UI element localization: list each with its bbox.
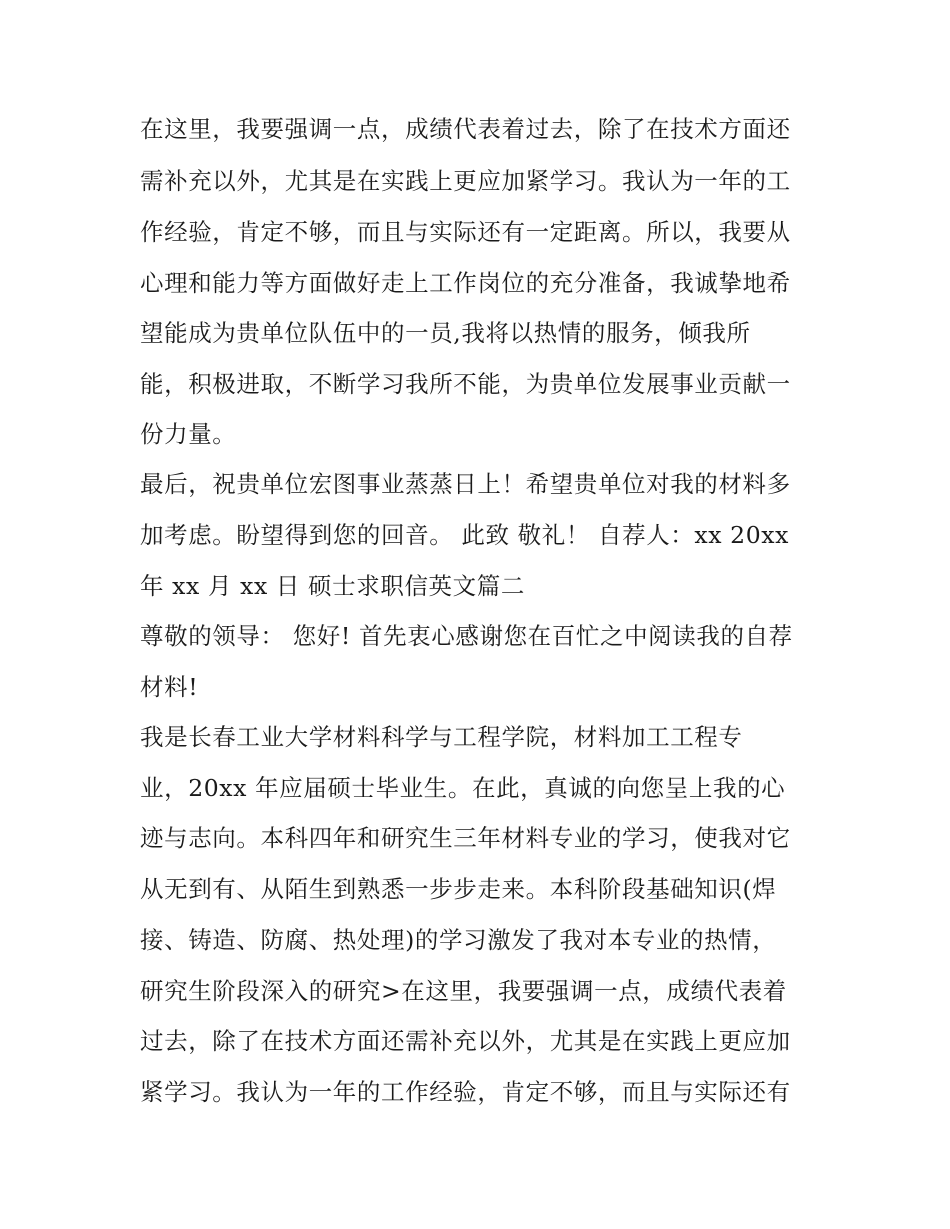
text-line: 接、铸造、防腐、热处理)的学习激发了我对本专业的热情， xyxy=(140,926,777,954)
text-line: 在这里，我要强调一点，成绩代表着过去，除了在技术方面还 xyxy=(140,115,791,143)
text-line: 望能成为贵单位队伍中的一员,我将以热情的服务，倾我所 xyxy=(140,319,751,347)
text-line: 作经验，肯定不够，而且与实际还有一定距离。所以，我要从 xyxy=(140,218,791,246)
text-line: 过去，除了在技术方面还需补充以外，尤其是在实践上更应加 xyxy=(140,1027,791,1055)
text-line: 尊敬的领导： 您好! 首先衷心感谢您在百忙之中阅读我的自荐 xyxy=(140,622,793,650)
text-line: 研究生阶段深入的研究>在这里，我要强调一点，成绩代表着 xyxy=(140,977,787,1005)
text-line: 年 xx 月 xx 日 硕士求职信英文篇二 xyxy=(140,572,525,600)
text-line: 紧学习。我认为一年的工作经验，肯定不够，而且与实际还有 xyxy=(140,1078,791,1106)
text-line: 能，积极进取，不断学习我所不能，为贵单位发展事业贡献一 xyxy=(140,370,791,398)
text-line: 迹与志向。本科四年和研究生三年材料专业的学习，使我对它 xyxy=(140,824,791,852)
text-line: 最后，祝贵单位宏图事业蒸蒸日上！希望贵单位对我的材料多 xyxy=(140,470,791,498)
text-line: 材料! xyxy=(140,673,199,701)
text-line: 我是长春工业大学材料科学与工程学院，材料加工工程专 xyxy=(140,723,743,751)
text-line: 份力量。 xyxy=(140,420,237,448)
text-line: 加考虑。盼望得到您的回音。 此致 敬礼！ 自荐人：xx 20xx xyxy=(140,521,789,549)
text-line: 业，20xx 年应届硕士毕业生。在此，真诚的向您呈上我的心 xyxy=(140,774,786,802)
text-line: 从无到有、从陌生到熟悉一步步走来。本科阶段基础知识(焊 xyxy=(140,875,777,903)
text-line: 心理和能力等方面做好走上工作岗位的充分准备，我诚挚地希 xyxy=(140,269,791,297)
text-line: 需补充以外，尤其是在实践上更应加紧学习。我认为一年的工 xyxy=(140,167,791,195)
